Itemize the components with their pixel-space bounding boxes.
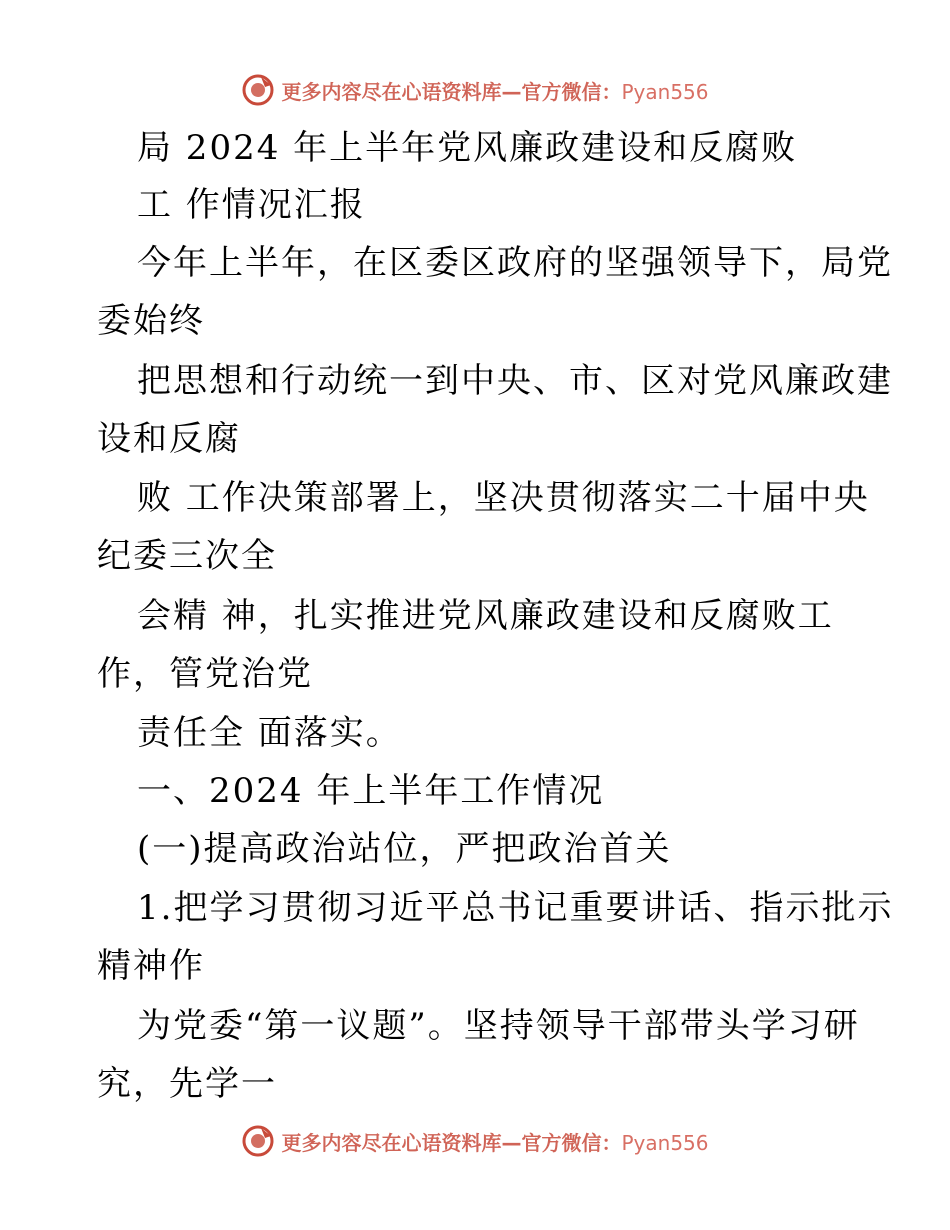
subsection-heading: (一)提高政治站位，严把政治首关 [137,829,672,869]
section-heading: 一、2024 年上半年工作情况 [137,771,605,811]
paragraph-line: 委始终 [97,301,205,341]
paragraph-line: 把思想和行动统一到中央、市、区对党风廉政建 [137,361,893,401]
watermark-logo-icon [241,1124,275,1158]
paragraph-line: 设和反腐 [97,419,241,459]
paragraph-line: 为党委“第一议题”。坚持领导干部带头学习研 [137,1006,860,1046]
watermark-text: 更多内容尽在心语资料库—官方微信：Pyan556 [281,79,709,104]
paragraph-line: 纪委三次全 [97,536,277,576]
paragraph-line: 会精 神，扎实推进党风廉政建设和反腐败工 [137,596,834,636]
paragraph-line: 责任全 面落实。 [137,713,402,753]
footer-watermark [0,1121,950,1161]
document-title-line-1: 局 2024 年上半年党风廉政建设和反腐败 [137,128,798,168]
paragraph-line: 作，管党治党 [97,654,313,694]
paragraph-line: 1.把学习贯彻习近平总书记重要讲话、指示批示 [137,888,894,928]
paragraph-line: 败 工作决策部署上，坚决贯彻落实二十届中央 [137,478,870,518]
paragraph-line: 精神作 [97,946,205,986]
paragraph-line: 今年上半年，在区委区政府的坚强领导下，局党 [137,243,893,283]
watermark-text: 更多内容尽在心语资料库—官方微信：Pyan556 [281,1130,709,1155]
document-title-line-2: 工 作情况汇报 [137,185,366,225]
paragraph-line: 究，先学一 [97,1064,277,1104]
